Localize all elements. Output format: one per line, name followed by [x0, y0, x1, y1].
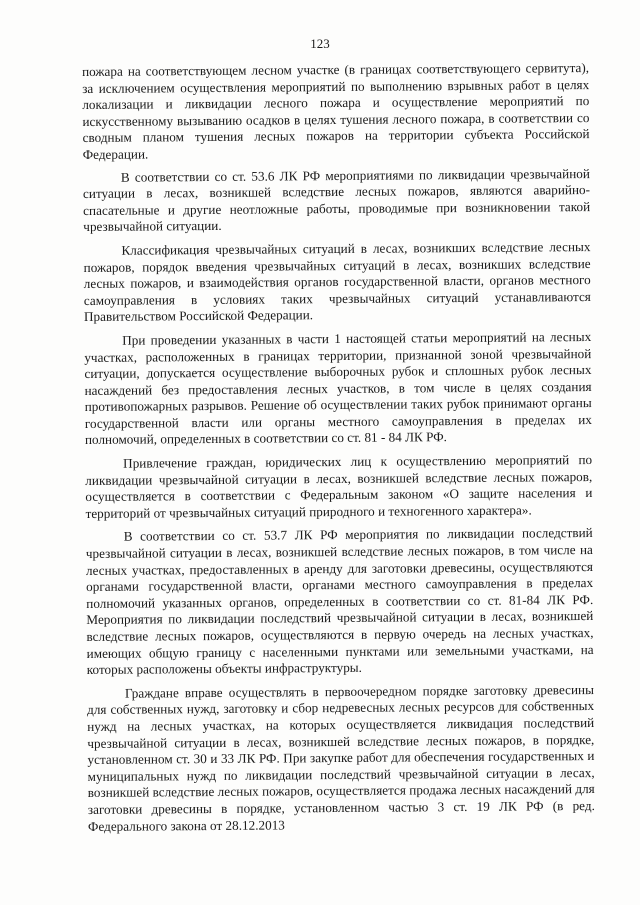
paragraph: Привлечение граждан, юридических лиц к осуществлению мероприятий по ликвидации чрезвычайной ситуации в лесах, возникшей вследствие лесных пожаров, осуществляется в соответствии с Федеральным законом «О защите населения и территорий от чрезвычайных ситуаций природного и техногенного характера».: [85, 452, 593, 521]
paragraph: Граждане вправе осуществлять в первоочередном порядке заготовку древесины для собственных нужд, заготовку и сбор недревесных лесных ресурсов для собственных нужд на лесных участках, на которых осуществляется ликвидация последствий чрезвычайной ситуации в лесах, возникшей вследствие лесных пожаров, в порядке, установленном ст. 30 и 33 ЛК РФ. При закупке работ для обеспечения государственных и муниципальных нужд по ликвидации последствий чрезвычайной ситуации в лесах, возникшей вследствие лесных пожаров, осуществляется продажа лесных насаждений для заготовки древесины в порядке, установленном частью 3 ст. 19 ЛК РФ (в ред. Федерального закона от 28.12.2013: [87, 681, 595, 834]
page-number: 123: [310, 36, 330, 51]
paragraph-continuation: пожара на соответствующем лесном участке (в границах соответствующего сервитута), за исключением осуществления мероприятий по выполнению взрывных работ в целях локализации и ликвидации лесного пожара и осуществление мероприятий по искусственному вызыванию осадков в целях тушения лесного пожара, в соответствии со сводным планом тушения лесных пожаров на территории субъекта Российской Федерации.: [82, 60, 590, 162]
paragraph: Классификация чрезвычайных ситуаций в лесах, возникших вследствие лесных пожаров, порядок введения чрезвычайных ситуаций в лесах, возникших вследствие лесных пожаров, и взаимодействия органов государственной власти, органов местного самоуправления в условиях таких чрезвычайных ситуаций устанавливаются Правительством Российской Федерации.: [83, 238, 591, 325]
paragraph: В соответствии со ст. 53.7 ЛК РФ мероприятия по ликвидации последствий чрезвычайной ситуации в лесах, возникшей вследствие лесных пожаров, в том числе на лесных участках, предоставленных в аренду для заготовки древесины, осуществляются органами государственной власти, органами местного самоуправления в пределах полномочий указанных органов, определенных в соответствии со ст. 81-84 ЛК РФ. Мероприятия по ликвидации последствий чрезвычайной ситуации в лесах, возникшей вследствие лесных пожаров, осуществляются в первую очередь на лесных участках, имеющих общую границу с населенными пунктами или земельными участками, на которых расположены объекты инфраструктуры.: [85, 525, 594, 678]
paragraph: В соответствии со ст. 53.6 ЛК РФ мероприятиями по ликвидации чрезвычайной ситуации в лесах, возникшей вследствие лесных пожаров, являются аварийно-спасательные и другие неотложные работы, проводимые при возникновении такой чрезвычайной ситуации.: [82, 165, 591, 235]
document-body: [82, 60, 595, 842]
paragraph: При проведении указанных в части 1 настоящей статьи мероприятий на лесных участках, расположенных в границах территории, признанной зоной чрезвычайной ситуации, допускается осуществление выборочных рубок и сплошных рубок лесных насаждений без предоставления лесных участков, в том числе в целях создания противопожарных разрывов. Решение об осуществлении таких рубок принимают органы государственной власти или органы местного самоуправления в пределах их полномочий, определенных в соответствии со ст. 81 - 84 ЛК РФ.: [84, 328, 592, 448]
